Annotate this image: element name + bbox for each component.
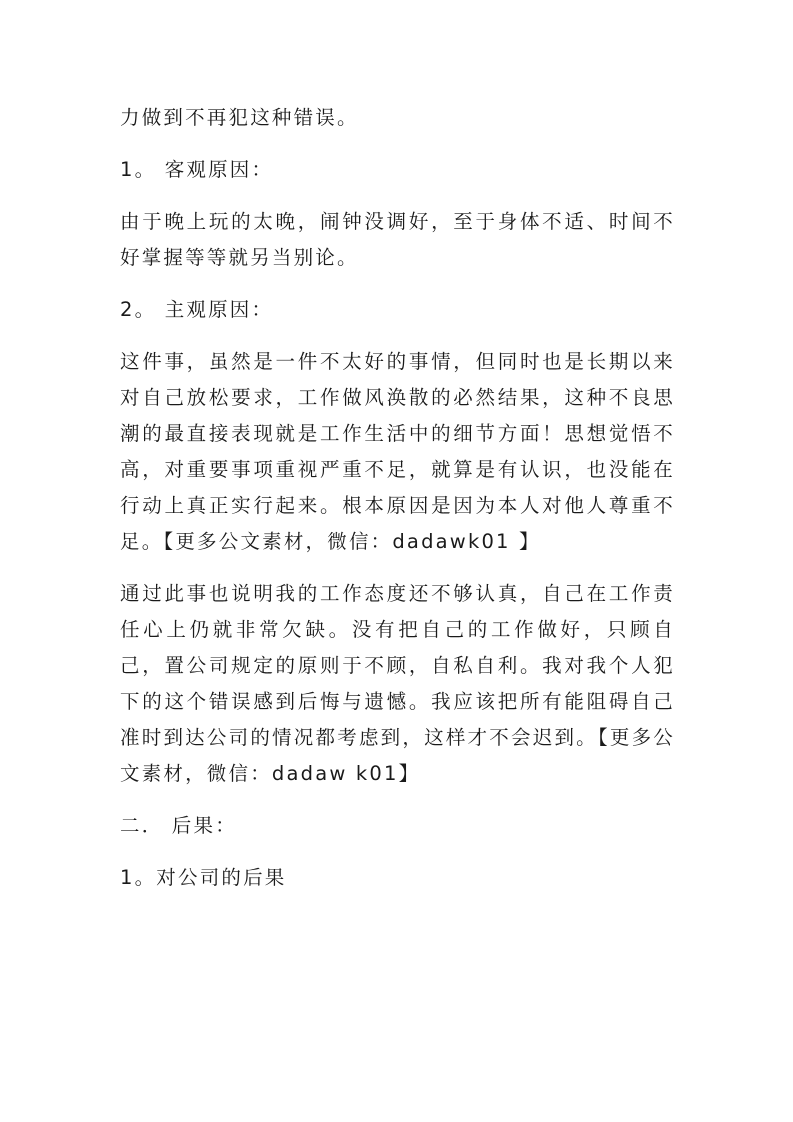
heading-consequences: 二． 后果： <box>120 814 237 837</box>
paragraph-continuation: 力做到不再犯这种错误。 <box>120 106 359 129</box>
heading-objective-reasons: 1。 客观原因： <box>120 158 274 181</box>
paragraph-objective-reasons: 由于晚上玩的太晚，闹钟没调好，至于身体不适、时间不好掌握等等就另当别论。 <box>120 210 675 269</box>
heading-company-consequences: 1。对公司的后果 <box>120 866 287 889</box>
document-body <box>120 100 675 896</box>
paragraph-subjective-reasons: 这件事，虽然是一件不太好的事情，但同时也是长期以来对自己放松要求，工作做风涣散的必然结果，这种不良思潮的最直接表现就是工作生活中的细节方面！思想觉悟不高，对重要事项重视严重不足，就算是有认识，也没能在行动上真正实行起来。根本原因是因为本人对他人尊重不足。【更多公文素材，微信：dadawk01 】 <box>120 350 675 553</box>
paragraph-work-attitude: 通过此事也说明我的工作态度还不够认真，自己在工作责任心上仍就非常欠缺。没有把自己的工作做好，只顾自己，置公司规定的原则于不顾，自私自利。我对我个人犯下的这个错误感到后悔与遗憾。我应该把所有能阻碍自己准时到达公司的情况都考虑到，这样才不会迟到。【更多公文素材，微信：dadaw k01】 <box>120 582 675 785</box>
heading-subjective-reasons: 2。 主观原因： <box>120 298 274 321</box>
